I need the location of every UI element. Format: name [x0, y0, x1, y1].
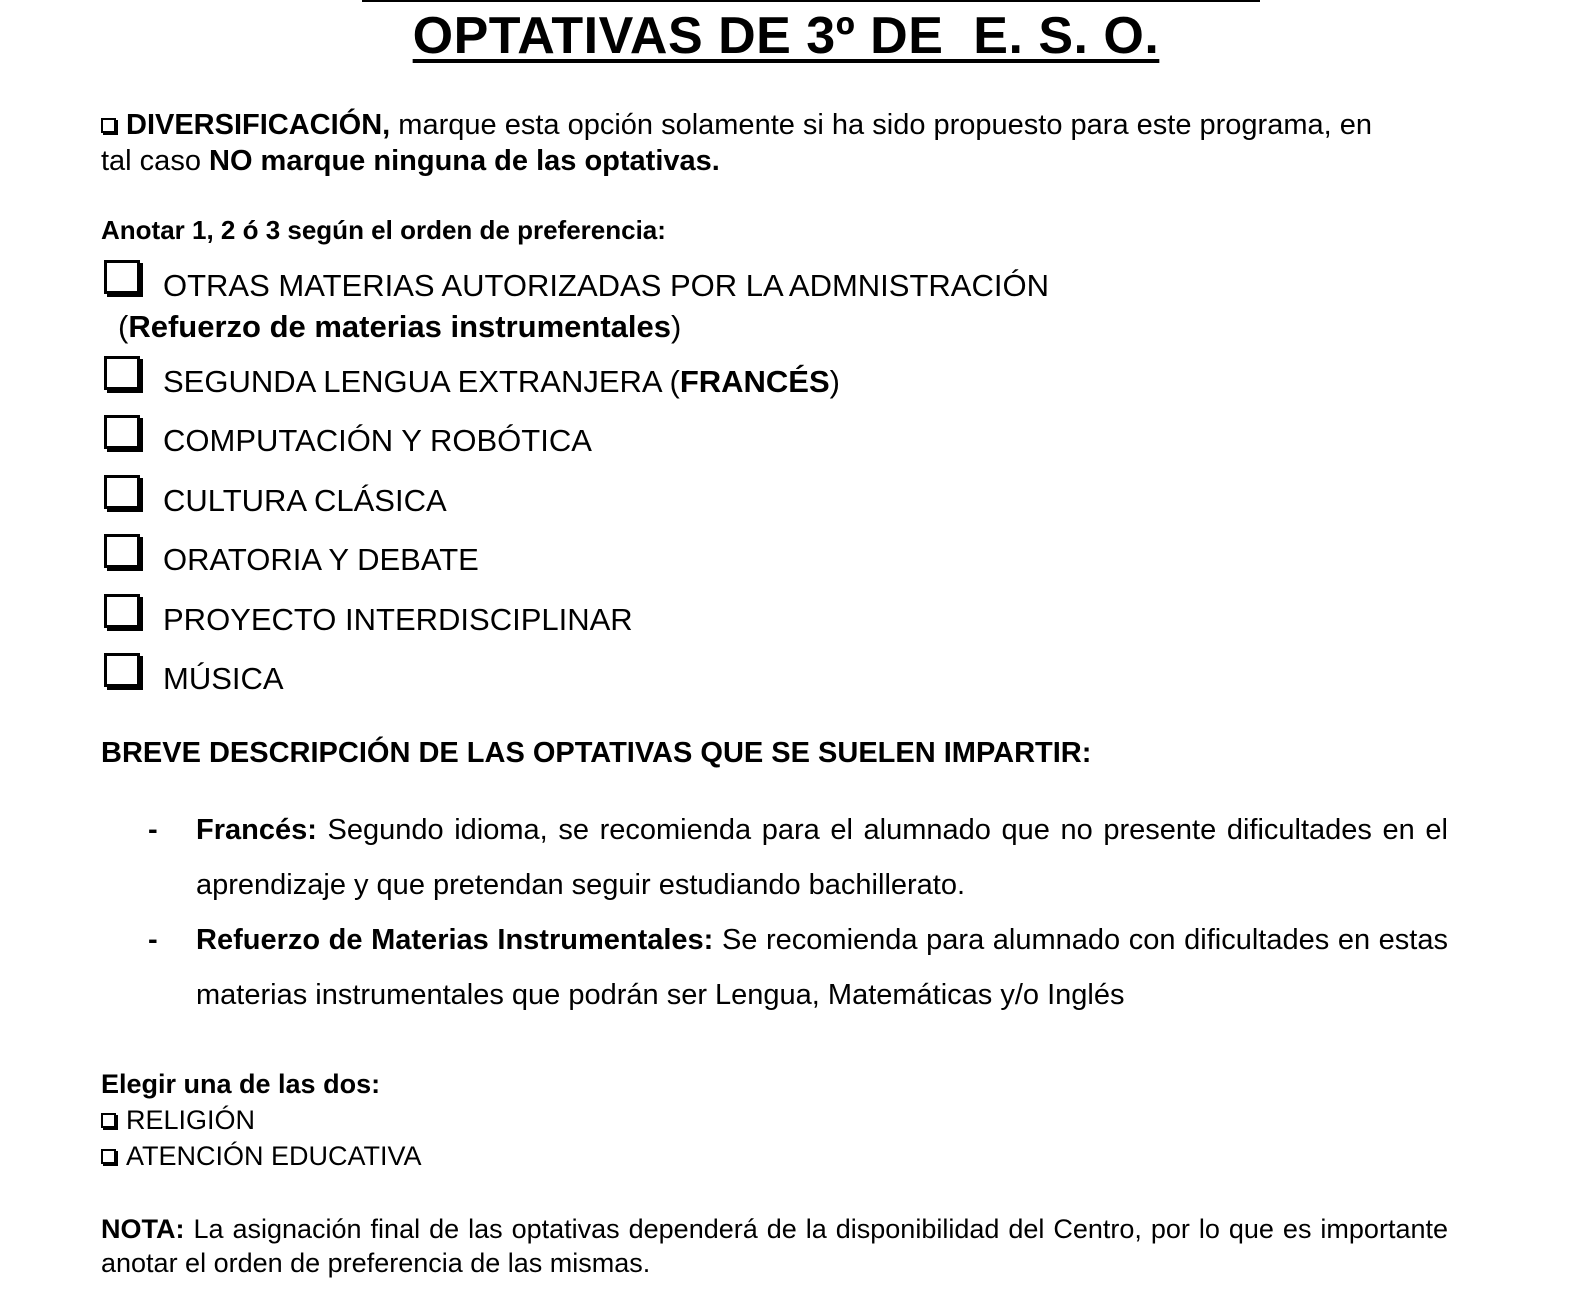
option-label-proyecto: PROYECTO INTERDISCIPLINAR: [163, 602, 633, 637]
option-checkbox-segunda-lengua[interactable]: [104, 356, 140, 390]
option-label-otras-materias: OTRAS MATERIAS AUTORIZADAS POR LA ADMNISTRACIÓN: [163, 268, 1049, 303]
choose-section: [101, 1066, 422, 1174]
description-heading: BREVE DESCRIPCIÓN DE LAS OPTATIVAS QUE SE SUELEN IMPARTIR:: [101, 737, 1092, 769]
page-title: [0, 6, 1572, 66]
description-term-frances: Francés:: [196, 814, 317, 846]
religion-checkbox[interactable]: [101, 1113, 116, 1128]
choose-option-atencion: [101, 1138, 422, 1174]
option-checkbox-oratoria[interactable]: [104, 534, 140, 568]
option-sublabel-close: ): [671, 309, 682, 344]
note-label: NOTA:: [101, 1214, 185, 1244]
option-label-musica: MÚSICA: [163, 661, 284, 696]
choose-heading: Elegir una de las dos:: [101, 1069, 381, 1099]
option-label-segunda-lengua: [163, 364, 840, 400]
note-paragraph: [101, 1212, 1448, 1280]
diversificacion-warning: NO marque ninguna de las optativas.: [209, 145, 720, 177]
description-refuerzo: [196, 913, 1448, 1023]
description-dash-refuerzo: -: [148, 924, 158, 956]
description-text-refuerzo: Se recomienda para alumnado con dificultades en estas materias instrumentales que podrán ser Lengua, Matemáticas y/o Inglés: [196, 924, 1448, 1011]
option-checkbox-otras-materias[interactable]: [104, 260, 140, 294]
option-label-segunda-lengua-close: ): [829, 364, 840, 399]
description-term-refuerzo: Refuerzo de Materias Instrumentales:: [196, 924, 714, 956]
option-label-segunda-lengua-text: SEGUNDA LENGUA EXTRANJERA (: [163, 364, 680, 399]
atencion-educativa-label: ATENCIÓN EDUCATIVA: [126, 1141, 422, 1171]
option-label-oratoria: ORATORIA Y DEBATE: [163, 542, 479, 577]
option-checkbox-musica[interactable]: [104, 653, 140, 687]
preference-instruction: Anotar 1, 2 ó 3 según el orden de preferencia:: [101, 215, 666, 245]
option-label-computacion: COMPUTACIÓN Y ROBÓTICA: [163, 423, 592, 458]
page-title-text: OPTATIVAS DE 3º DE E. S. O.: [412, 7, 1160, 65]
choose-option-religion: [101, 1102, 422, 1138]
note-text: La asignación final de las optativas dependerá de la disponibilidad del Centro, por lo que es importante anotar el orden de preferencia de las mismas.: [101, 1214, 1448, 1278]
option-checkbox-proyecto[interactable]: [104, 594, 140, 628]
diversificacion-checkbox[interactable]: [101, 118, 116, 133]
option-sublabel-bold: Refuerzo de materias instrumentales: [128, 309, 672, 344]
option-label-cultura-clasica: CULTURA CLÁSICA: [163, 483, 447, 518]
option-label-frances: FRANCÉS: [679, 364, 830, 399]
religion-label: RELIGIÓN: [126, 1105, 256, 1135]
description-dash-frances: -: [148, 814, 158, 846]
option-sublabel-open: (: [118, 309, 129, 344]
top-rule: [362, 0, 1260, 2]
description-text-frances: Segundo idioma, se recomienda para el alumnado que no presente dificultades en el aprendizaje y que pretendan seguir estudiando bachillerato.: [196, 814, 1448, 901]
atencion-educativa-checkbox[interactable]: [101, 1149, 116, 1164]
diversificacion-text: marque esta opción solamente si ha sido propuesto para este programa, en tal caso: [101, 109, 1373, 177]
diversificacion-paragraph: [101, 107, 1401, 179]
description-frances: [196, 803, 1448, 913]
diversificacion-label: DIVERSIFICACIÓN,: [126, 109, 391, 141]
option-checkbox-computacion[interactable]: [104, 415, 140, 449]
option-sublabel-refuerzo: [118, 309, 681, 345]
option-checkbox-cultura-clasica[interactable]: [104, 475, 140, 509]
